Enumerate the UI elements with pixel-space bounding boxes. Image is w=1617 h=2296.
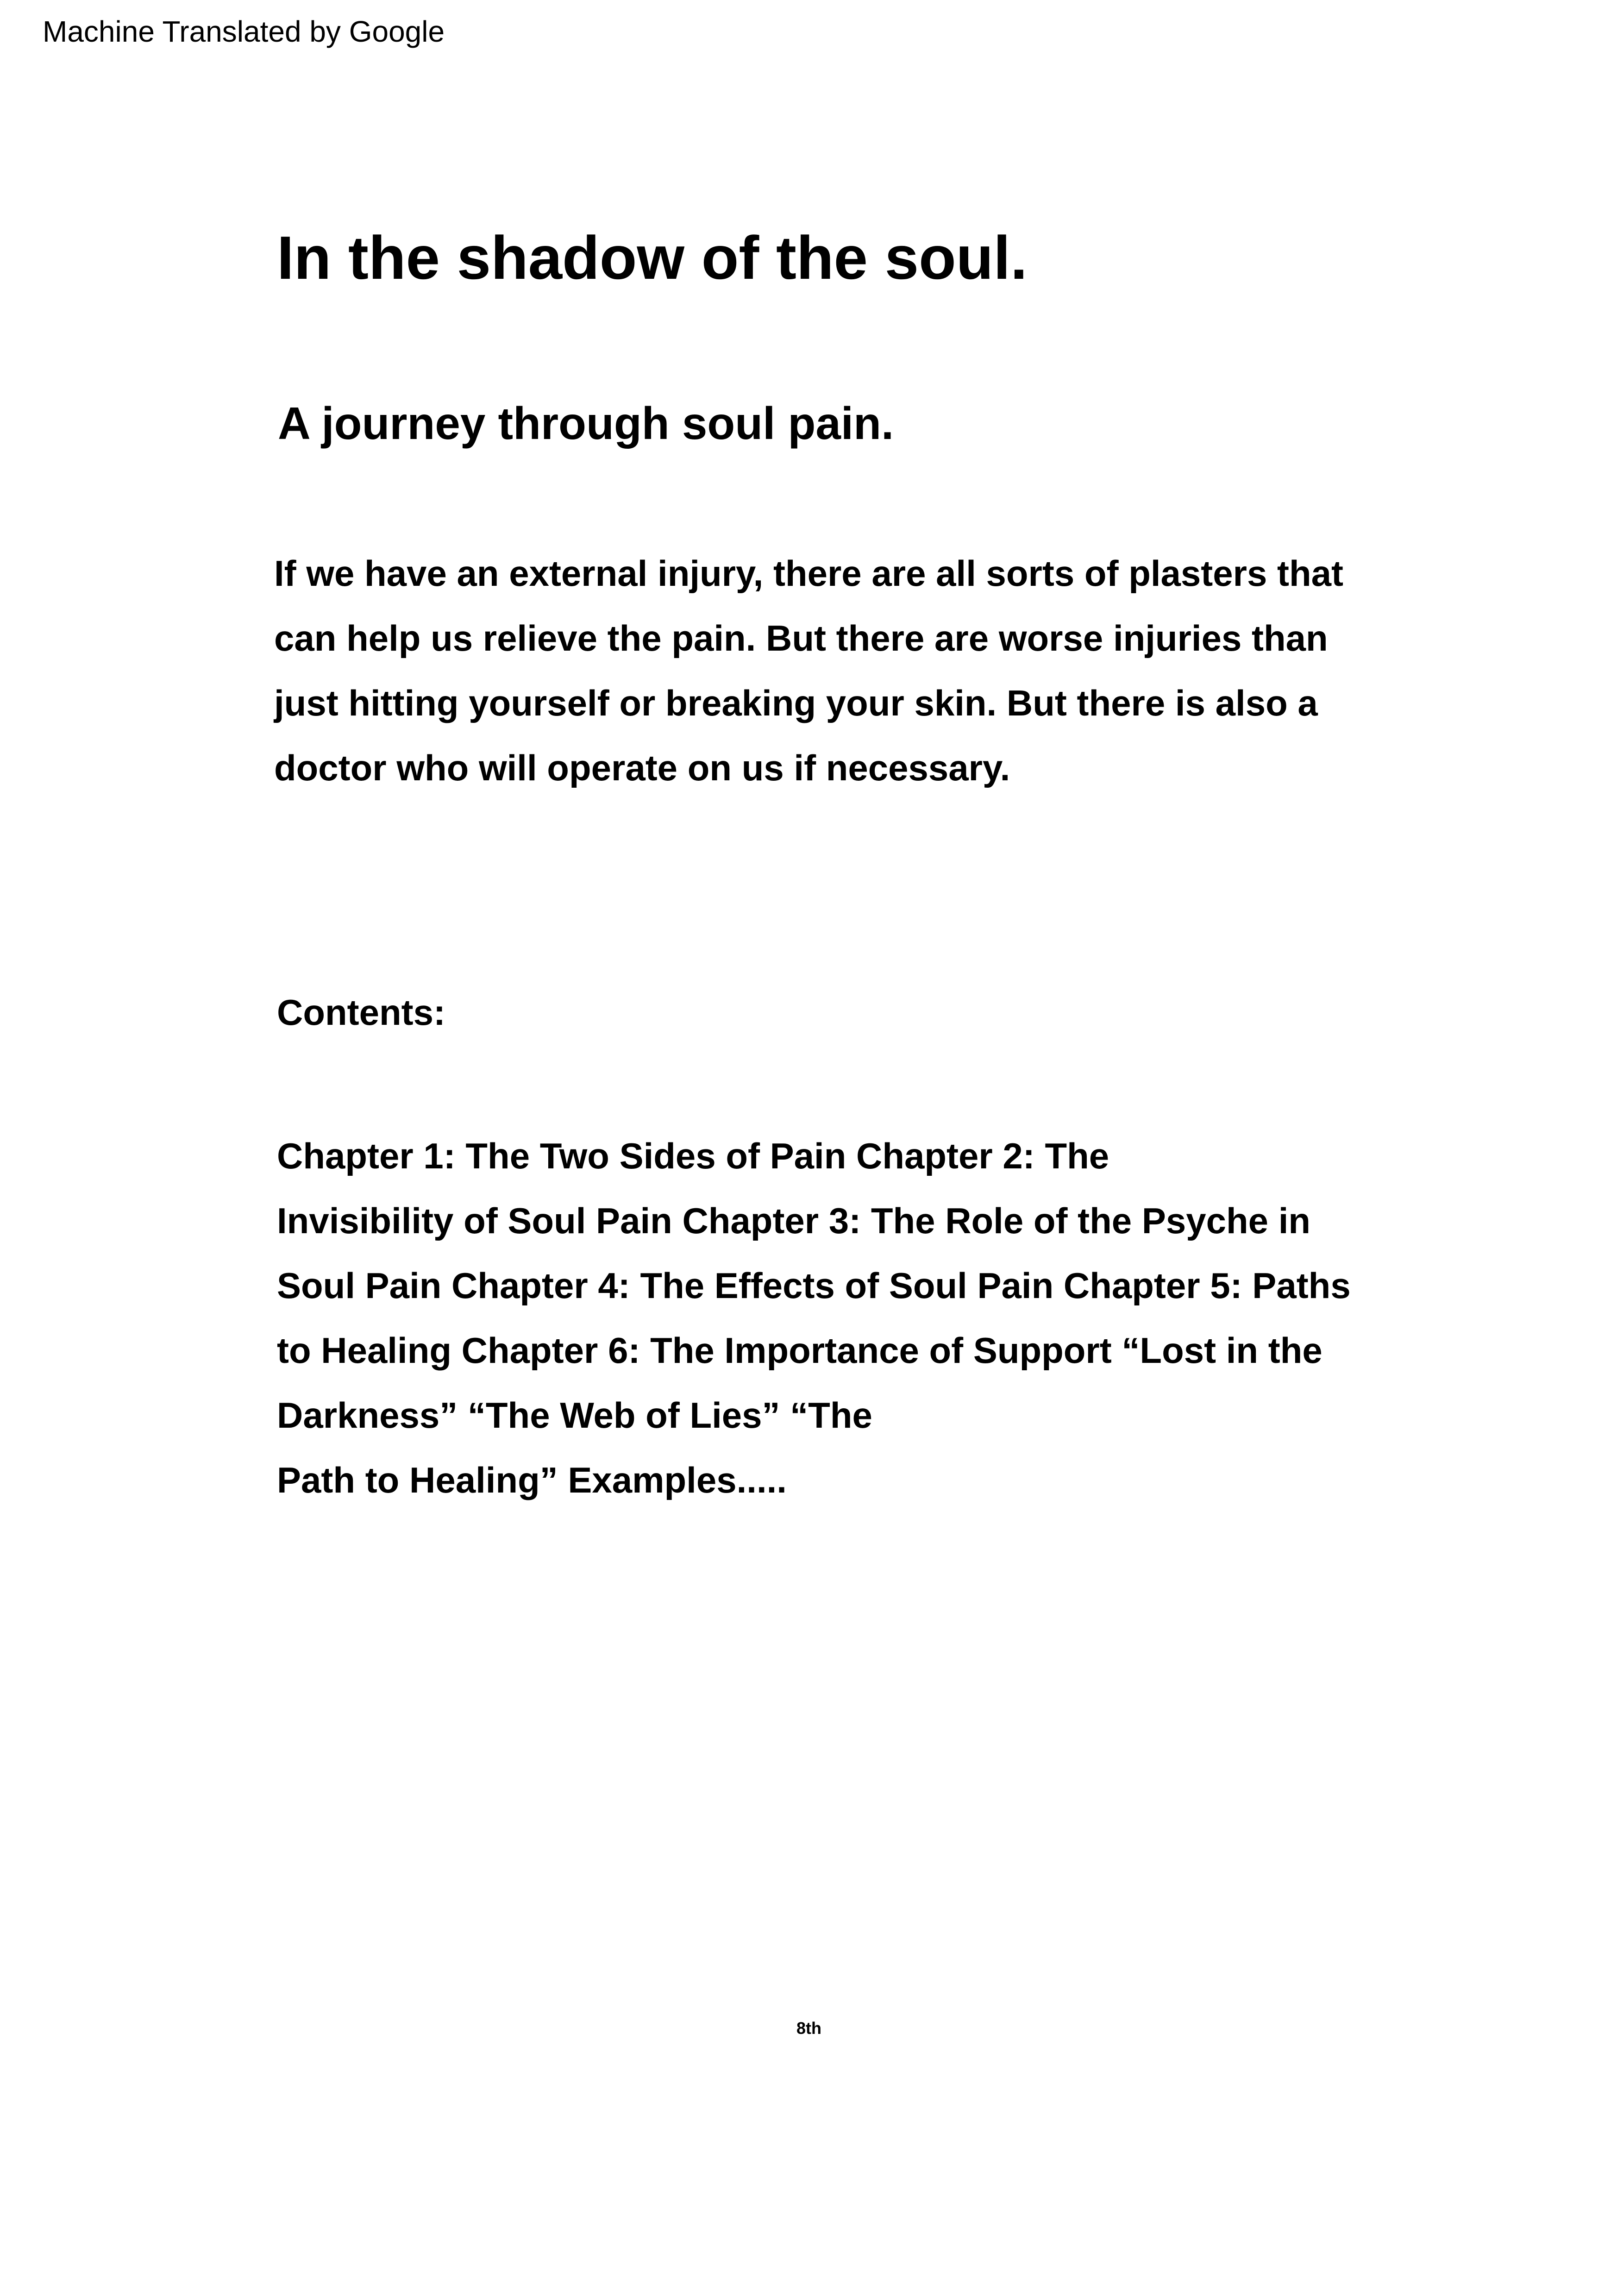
intro-line: doctor who will operate on us if necessary. xyxy=(274,747,1010,788)
toc-line: Path to Healing” Examples..... xyxy=(277,1460,787,1500)
toc-line: Invisibility of Soul Pain Chapter 3: The Role of the Psyche in xyxy=(277,1200,1311,1241)
document-subtitle: A journey through soul pain. xyxy=(278,398,894,449)
intro-line: If we have an external injury, there are all sorts of plasters that xyxy=(274,553,1344,594)
page-number: 8th xyxy=(796,2019,821,2038)
table-of-contents xyxy=(277,1129,1351,1518)
toc-line: Soul Pain Chapter 4: The Effects of Soul Pain Chapter 5: Paths xyxy=(277,1265,1351,1306)
contents-heading: Contents: xyxy=(277,992,445,1033)
document-title: In the shadow of the soul. xyxy=(277,224,1028,292)
intro-paragraph xyxy=(274,546,1344,806)
machine-translation-banner: Machine Translated by Google xyxy=(43,15,445,48)
intro-line: can help us relieve the pain. But there are worse injuries than xyxy=(274,618,1328,659)
intro-line: just hitting yourself or breaking your skin. But there is also a xyxy=(274,683,1318,723)
toc-line: Chapter 1: The Two Sides of Pain Chapter 2: The xyxy=(277,1135,1109,1176)
toc-line: to Healing Chapter 6: The Importance of Support “Lost in the xyxy=(277,1330,1322,1371)
toc-line: Darkness” “The Web of Lies” “The xyxy=(277,1395,872,1436)
